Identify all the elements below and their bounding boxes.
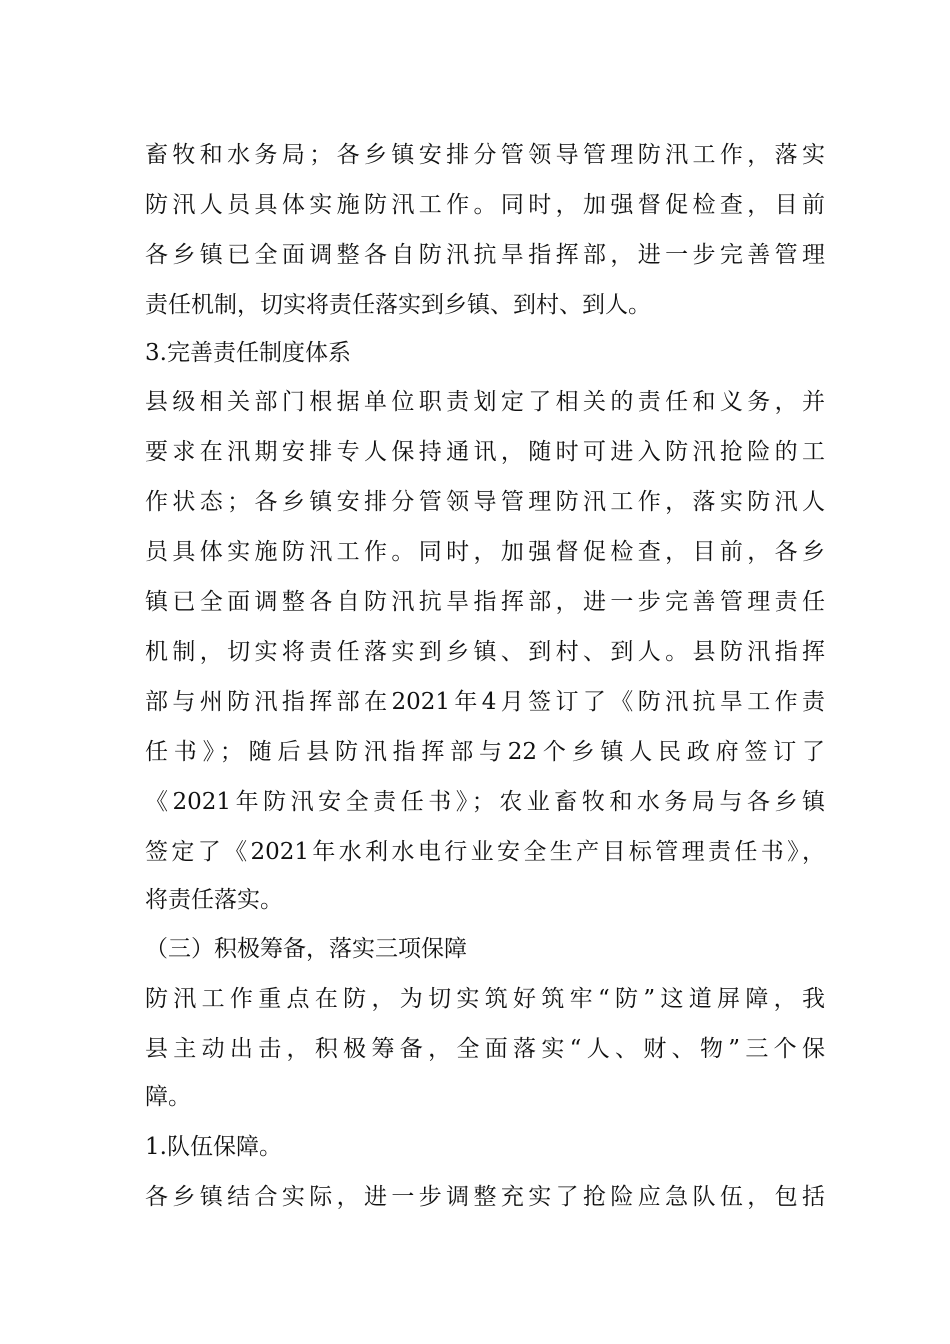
section-heading: （三）积极筹备，落实三项保障 xyxy=(145,936,467,962)
text-line: 签定了《2021年水利水电行业安全生产目标管理责任书》， xyxy=(145,839,825,865)
section-heading: 3.完善责任制度体系 xyxy=(145,340,351,366)
text-line: 各乡镇结合实际，进一步调整充实了抢险应急队伍，包括 xyxy=(145,1184,825,1210)
text-line: 各乡镇已全面调整各自防汛抗旱指挥部，进一步完善管理 xyxy=(145,242,825,268)
text-line: 要求在汛期安排专人保持通讯，随时可进入防汛抢险的工 xyxy=(145,439,825,465)
text-line: 责任机制，切实将责任落实到乡镇、到村、到人。 xyxy=(145,292,651,318)
text-line: 县级相关部门根据单位职责划定了相关的责任和义务，并 xyxy=(145,389,825,415)
text-line: 防汛工作重点在防，为切实筑好筑牢“防”这道屏障，我 xyxy=(145,986,825,1012)
text-line: 防汛人员具体实施防汛工作。同时，加强督促检查，目前 xyxy=(145,192,825,218)
text-line: 《2021年防汛安全责任书》；农业畜牧和水务局与各乡镇 xyxy=(145,789,825,815)
text-line: 机制，切实将责任落实到乡镇、到村、到人。县防汛指挥 xyxy=(145,639,825,665)
text-line: 作状态；各乡镇安排分管领导管理防汛工作，落实防汛人 xyxy=(145,489,825,515)
text-line: 将责任落实。 xyxy=(145,887,283,913)
text-line: 任书》；随后县防汛指挥部与22个乡镇人民政府签订了 xyxy=(145,739,825,765)
text-line: 部与州防汛指挥部在2021年4月签订了《防汛抗旱工作责 xyxy=(145,689,825,715)
section-heading: 1.队伍保障。 xyxy=(145,1134,282,1160)
text-line: 镇已全面调整各自防汛抗旱指挥部，进一步完善管理责任 xyxy=(145,589,825,615)
text-line: 障。 xyxy=(145,1084,191,1110)
text-line: 员具体实施防汛工作。同时，加强督促检查，目前，各乡 xyxy=(145,539,825,565)
text-line: 畜牧和水务局；各乡镇安排分管领导管理防汛工作，落实 xyxy=(145,142,825,168)
text-line: 县主动出击，积极筹备，全面落实“人、财、物”三个保 xyxy=(145,1036,825,1062)
